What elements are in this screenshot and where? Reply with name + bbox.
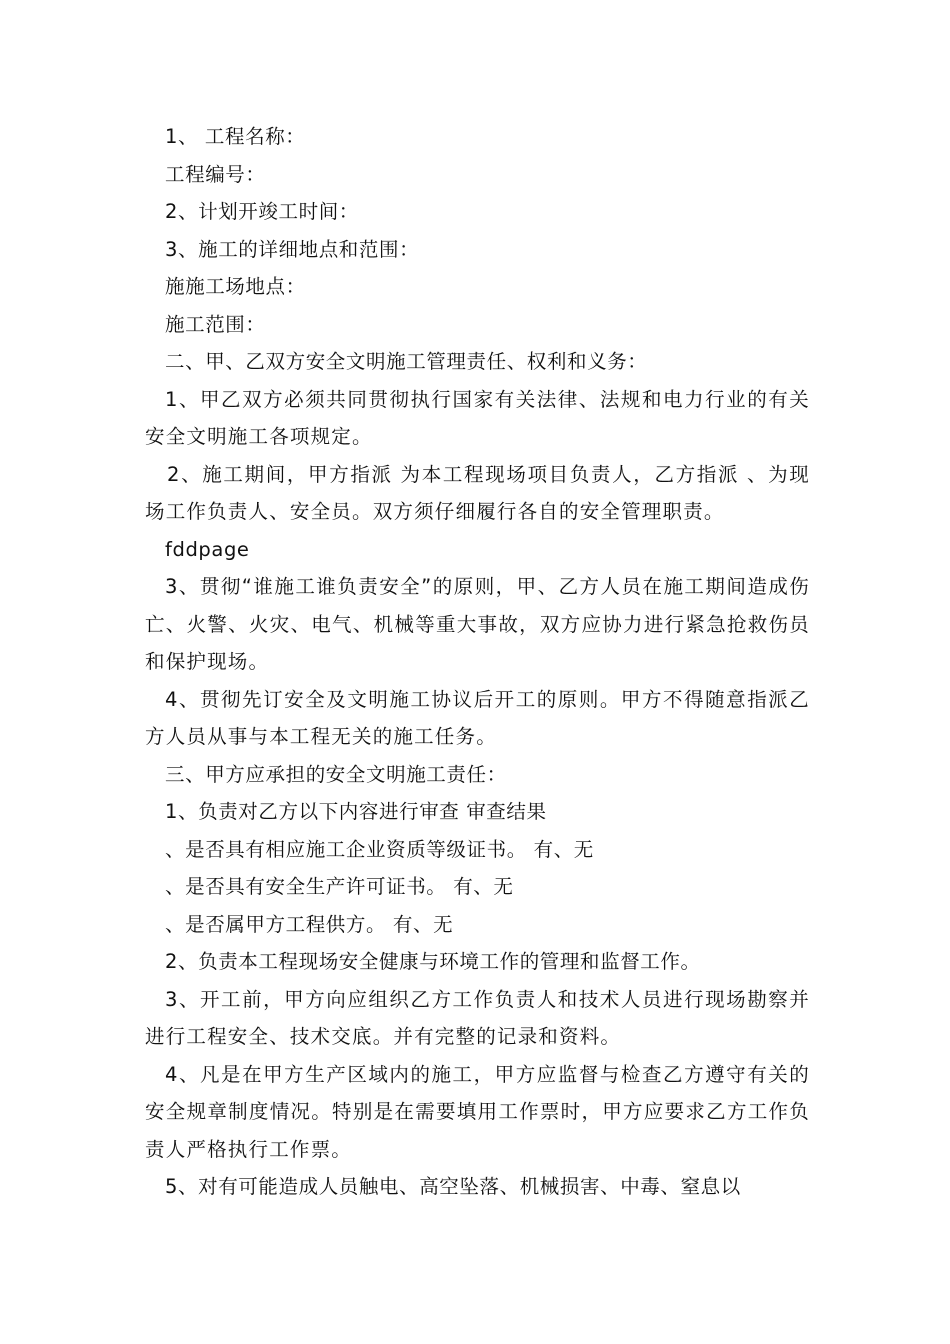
review-item-supplier: 、是否属甲方工程供方。 有、无 (165, 912, 454, 936)
clause-2-4: 4、贯彻先订安全及文明施工协议后开工的原则。甲方不得随意指派乙方人员从事与本工程无关的施工任务。 (145, 687, 810, 748)
clause-2-1: 1、甲乙双方必须共同贯彻执行国家有关法律、法规和电力行业的有关安全文明施工各项规定。 (145, 387, 810, 448)
schedule-line: 2、计划开竣工时间： (165, 200, 359, 223)
project-number-line: 工程编号： (165, 162, 266, 186)
construction-scope-line: 施工范围： (165, 312, 266, 336)
site-location-line: 施施工场地点： (165, 275, 306, 298)
clause-3-5: 5、对有可能造成人员触电、高空坠落、机械损害、中毒、窒息以 (165, 1175, 741, 1198)
clause-3-3: 3、开工前，甲方向应组织乙方工作负责人和技术人员进行现场勘察并进行工程安全、技术交底。并有完整的记录和资料。 (145, 987, 810, 1048)
review-item-license: 、是否具有安全生产许可证书。 有、无 (165, 875, 514, 898)
location-scope-line: 3、施工的详细地点和范围： (165, 237, 420, 261)
section-three-heading: 三、甲方应承担的安全文明施工责任： (165, 762, 507, 786)
review-item-qualification: 、是否具有相应施工企业资质等级证书。 有、无 (165, 837, 594, 861)
clause-3-1: 1、负责对乙方以下内容进行审查 审查结果 (165, 800, 547, 823)
clause-3-2: 2、负责本工程现场安全健康与环境工作的管理和监督工作。 (165, 950, 701, 973)
clause-2-2: 2、施工期间，甲方指派 为本工程现场项目负责人，乙方指派 、为现场工作负责人、安全员。双方须仔细履行各自的安全管理职责。 (145, 462, 810, 523)
project-name-line: 1、 工程名称： (165, 125, 306, 148)
section-two-heading: 二、甲、乙双方安全文明施工管理责任、权利和义务： (165, 350, 648, 373)
page-marker: fddpage (165, 537, 250, 561)
clause-2-3: 3、贯彻“谁施工谁负责安全”的原则，甲、乙方人员在施工期间造成伤亡、火警、火灾、电气、机械等重大事故，双方应协力进行紧急抢救伤员和保护现场。 (145, 575, 810, 673)
clause-3-4: 4、凡是在甲方生产区域内的施工，甲方应监督与检查乙方遵守有关的安全规章制度情况。特别是在需要填用工作票时，甲方应要求乙方工作负责人严格执行工作票。 (145, 1062, 810, 1161)
document-body (145, 118, 810, 1206)
